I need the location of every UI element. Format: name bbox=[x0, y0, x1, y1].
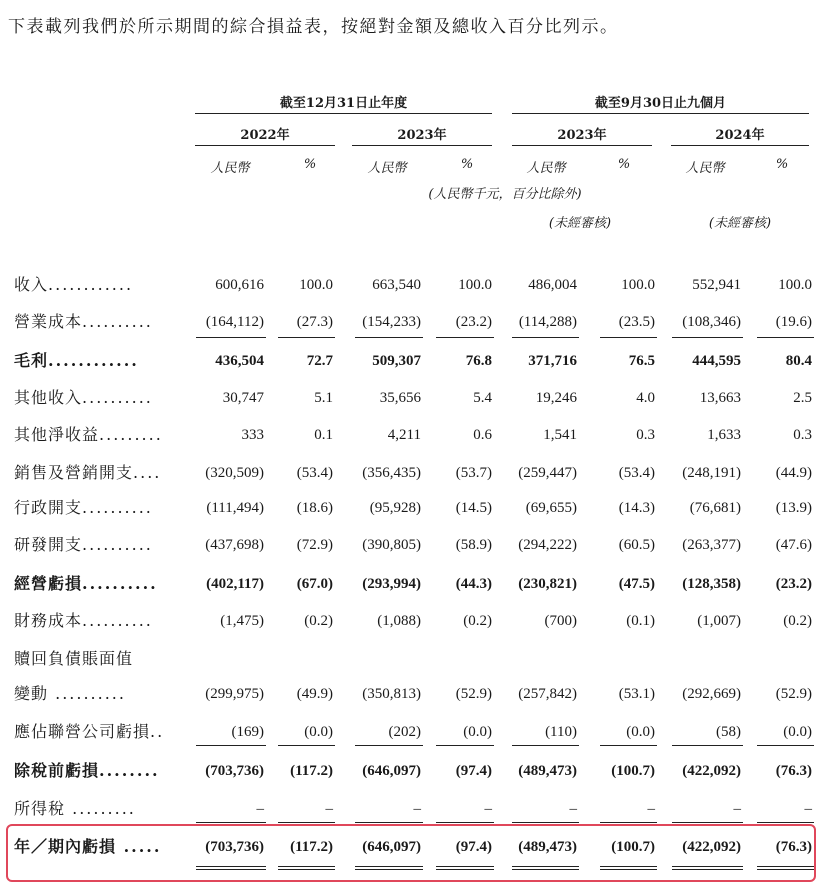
cell-rmb-2023: (1,088) bbox=[377, 613, 421, 629]
intro-text: 下表載列我們於所示期間的綜合損益表，按絕對金額及總收入百分比列示。 bbox=[8, 17, 619, 37]
period-rule-2 bbox=[512, 113, 809, 114]
row-label-leader: ............ bbox=[48, 351, 139, 370]
cell-pct-2023-9m: 0.3 bbox=[636, 427, 655, 443]
cell-pct-2023-9m: (14.3) bbox=[618, 500, 655, 516]
cell-pct-2023: – bbox=[484, 801, 492, 817]
year-header-2023-9m: 2023年 bbox=[557, 128, 607, 143]
underline-pre-tax-6 bbox=[672, 745, 743, 746]
cell-pct-2024-9m: (23.2) bbox=[775, 576, 812, 592]
underline-pre-tax-4 bbox=[512, 745, 579, 746]
cell-rmb-2023-9m: (110) bbox=[545, 724, 577, 740]
cell-rmb-2023-9m: (257,842) bbox=[518, 686, 577, 702]
row-label-leader: .......... bbox=[48, 684, 126, 703]
cell-pct-2024-9m: 80.4 bbox=[785, 353, 812, 369]
row-label bbox=[14, 607, 174, 635]
row-label-text: 營業成本 bbox=[14, 312, 83, 331]
underline-gross-profit-6 bbox=[672, 337, 743, 338]
row-label-text: 應佔聯營公司虧損 bbox=[14, 722, 151, 741]
cell-rmb-2024-9m: (292,669) bbox=[682, 686, 741, 702]
cell-pct-2023-9m: (47.5) bbox=[618, 576, 655, 592]
highlight-box bbox=[6, 824, 816, 882]
row-label-leader: .... bbox=[133, 463, 162, 482]
row-label bbox=[14, 384, 174, 412]
year-header-2022: 2022年 bbox=[240, 128, 290, 143]
cell-rmb-2024-9m: (248,191) bbox=[682, 465, 741, 481]
cell-rmb-2024-9m: (58) bbox=[716, 724, 741, 740]
table-row bbox=[0, 570, 824, 598]
underline-tax-2 bbox=[355, 822, 423, 823]
table-row bbox=[0, 308, 824, 336]
cell-rmb-2023: (356,435) bbox=[362, 465, 421, 481]
underline-pre-tax-2 bbox=[355, 745, 423, 746]
cell-rmb-2022: (402,117) bbox=[206, 576, 264, 592]
row-label-text: 行政開支 bbox=[14, 498, 83, 517]
cell-pct-2024-9m: (0.2) bbox=[783, 613, 812, 629]
table-row bbox=[0, 718, 824, 746]
cell-rmb-2023: (293,994) bbox=[362, 576, 421, 592]
cell-pct-2022: (53.4) bbox=[296, 465, 333, 481]
row-label-text: 其他淨收益 bbox=[14, 425, 100, 444]
table-row bbox=[0, 421, 824, 449]
row-label bbox=[14, 757, 174, 785]
year-rule-2 bbox=[352, 145, 492, 146]
cell-rmb-2023-9m: – bbox=[569, 801, 577, 817]
cell-pct-2023: (97.4) bbox=[455, 839, 492, 855]
cell-pct-2023-9m: (53.1) bbox=[618, 686, 655, 702]
cell-pct-2024-9m: (44.9) bbox=[775, 465, 812, 481]
row-label bbox=[14, 347, 174, 375]
cell-pct-2022: (49.9) bbox=[296, 686, 333, 702]
year-rule-3 bbox=[512, 145, 652, 146]
cell-pct-2022: (0.2) bbox=[304, 613, 333, 629]
underline-pre-tax-1 bbox=[278, 745, 335, 746]
cell-pct-2023: (0.2) bbox=[463, 613, 492, 629]
underline-pre-tax-7 bbox=[757, 745, 814, 746]
cell-pct-2023-9m: 4.0 bbox=[636, 390, 655, 406]
table-row bbox=[0, 680, 824, 708]
unit-rmb: 人民幣 bbox=[210, 161, 250, 176]
cell-rmb-2023: 35,656 bbox=[379, 390, 421, 406]
row-label bbox=[14, 531, 174, 559]
cell-pct-2023: 100.0 bbox=[458, 277, 492, 293]
table-row bbox=[0, 607, 824, 635]
cell-pct-2023-9m: (100.7) bbox=[611, 763, 655, 779]
cell-rmb-2023: (646,097) bbox=[362, 839, 421, 855]
cell-rmb-2023-9m: 19,246 bbox=[535, 390, 577, 406]
cell-pct-2023: 0.6 bbox=[473, 427, 492, 443]
underline-gross-profit-5 bbox=[600, 337, 657, 338]
cell-rmb-2023-9m: (294,222) bbox=[518, 537, 577, 553]
unit-pct: % bbox=[617, 157, 631, 172]
cell-rmb-2022: 436,504 bbox=[215, 353, 264, 369]
cell-pct-2024-9m: (0.0) bbox=[783, 724, 812, 740]
year-header-2023: 2023年 bbox=[397, 128, 447, 143]
row-label-leader: ......... bbox=[99, 425, 163, 444]
period-header-nine-months: 截至9月30日止九個月 bbox=[594, 96, 727, 111]
row-label bbox=[14, 680, 174, 708]
cell-rmb-2022: (1,475) bbox=[220, 613, 264, 629]
cell-rmb-2023-9m: (489,473) bbox=[518, 763, 577, 779]
cell-rmb-2024-9m: (108,346) bbox=[682, 314, 741, 330]
cell-pct-2023: (97.4) bbox=[455, 763, 492, 779]
cell-pct-2023-9m: (0.1) bbox=[626, 613, 655, 629]
cell-pct-2022: 72.7 bbox=[306, 353, 333, 369]
row-label-text: 財務成本 bbox=[14, 611, 83, 630]
cell-pct-2024-9m: (76.3) bbox=[775, 839, 812, 855]
cell-rmb-2022: (169) bbox=[231, 724, 264, 740]
unit-note: (人民幣千元，百分比除外) bbox=[428, 187, 582, 202]
row-label-text: 除稅前虧損 bbox=[14, 761, 100, 780]
cell-rmb-2024-9m: (422,092) bbox=[682, 763, 741, 779]
row-label bbox=[14, 459, 174, 487]
cell-pct-2022: (117.2) bbox=[290, 763, 333, 779]
underline-gross-profit-7 bbox=[757, 337, 814, 338]
underline-pre-tax-0 bbox=[196, 745, 266, 746]
cell-rmb-2023-9m: (114,288) bbox=[518, 314, 577, 330]
row-label bbox=[14, 308, 174, 336]
cell-pct-2023-9m: 76.5 bbox=[628, 353, 655, 369]
row-label-leader: .. bbox=[150, 722, 165, 741]
row-label bbox=[14, 718, 174, 746]
row-label-leader: .......... bbox=[82, 611, 153, 630]
table-row bbox=[0, 459, 824, 487]
cell-rmb-2024-9m: (1,007) bbox=[697, 613, 741, 629]
row-label bbox=[14, 645, 174, 673]
cell-rmb-2023: 509,307 bbox=[372, 353, 421, 369]
row-label bbox=[14, 421, 174, 449]
cell-pct-2023: (58.9) bbox=[455, 537, 492, 553]
cell-rmb-2023-9m: (700) bbox=[544, 613, 577, 629]
row-label bbox=[14, 570, 174, 598]
underline-tax-1 bbox=[278, 822, 335, 823]
row-label-leader: ............ bbox=[48, 275, 134, 294]
cell-pct-2022: (18.6) bbox=[296, 500, 333, 516]
cell-rmb-2023-9m: 1,541 bbox=[543, 427, 577, 443]
underline-tax-6 bbox=[672, 822, 743, 823]
unit-rmb: 人民幣 bbox=[367, 161, 407, 176]
underline-gross-profit-4 bbox=[512, 337, 579, 338]
row-label-text: 研發開支 bbox=[14, 535, 83, 554]
cell-pct-2022: 5.1 bbox=[314, 390, 333, 406]
underline-tax-7 bbox=[757, 822, 814, 823]
unaudited-note-2023: (未經審核) bbox=[548, 216, 612, 231]
underline-pre-tax-5 bbox=[600, 745, 657, 746]
cell-pct-2024-9m: 0.3 bbox=[793, 427, 812, 443]
underline-gross-profit-3 bbox=[436, 337, 494, 338]
row-label-text: 毛利 bbox=[14, 351, 49, 370]
cell-rmb-2023: (202) bbox=[388, 724, 421, 740]
cell-rmb-2023: 4,211 bbox=[387, 427, 421, 443]
cell-rmb-2022: 600,616 bbox=[215, 277, 264, 293]
cell-rmb-2022: (299,975) bbox=[205, 686, 264, 702]
cell-pct-2024-9m: – bbox=[804, 801, 812, 817]
cell-pct-2023: 76.8 bbox=[465, 353, 492, 369]
unaudited-note-2024: (未經審核) bbox=[708, 216, 772, 231]
cell-pct-2022: (67.0) bbox=[296, 576, 333, 592]
cell-pct-2024-9m: (19.6) bbox=[775, 314, 812, 330]
cell-pct-2022: (0.0) bbox=[304, 724, 333, 740]
cell-rmb-2023-9m: (230,821) bbox=[518, 576, 577, 592]
unit-rmb: 人民幣 bbox=[685, 161, 725, 176]
year-rule-4 bbox=[671, 145, 809, 146]
row-label-leader: ......... bbox=[65, 799, 136, 818]
cell-rmb-2022: 30,747 bbox=[222, 390, 264, 406]
cell-pct-2023-9m: 100.0 bbox=[621, 277, 655, 293]
cell-rmb-2024-9m: 1,633 bbox=[707, 427, 741, 443]
cell-rmb-2024-9m: (128,358) bbox=[682, 576, 741, 592]
underline-tax-4 bbox=[512, 822, 579, 823]
row-label-leader: .......... bbox=[82, 498, 153, 517]
row-label bbox=[14, 795, 174, 823]
year-header-2024-9m: 2024年 bbox=[715, 128, 765, 143]
cell-rmb-2024-9m: 444,595 bbox=[692, 353, 741, 369]
cell-rmb-2024-9m: (76,681) bbox=[689, 500, 741, 516]
underline-gross-profit-2 bbox=[355, 337, 423, 338]
cell-pct-2022: (117.2) bbox=[290, 839, 333, 855]
cell-rmb-2023-9m: 486,004 bbox=[528, 277, 577, 293]
cell-pct-2023: (44.3) bbox=[455, 576, 492, 592]
underline-tax-5 bbox=[600, 822, 657, 823]
underline-tax-3 bbox=[436, 822, 494, 823]
cell-rmb-2023: (646,097) bbox=[362, 763, 421, 779]
unit-pct: % bbox=[775, 157, 789, 172]
cell-pct-2023-9m: – bbox=[647, 801, 655, 817]
table-row bbox=[0, 795, 824, 823]
table-row bbox=[0, 271, 824, 299]
underline-gross-profit-1 bbox=[278, 337, 335, 338]
underline-pre-tax-3 bbox=[436, 745, 494, 746]
period-header-year-ended: 截至12月31日止年度 bbox=[279, 96, 408, 111]
cell-rmb-2023: (154,233) bbox=[362, 314, 421, 330]
row-label-text: 所得稅 bbox=[14, 799, 66, 818]
cell-pct-2022: (72.9) bbox=[296, 537, 333, 553]
cell-pct-2022: – bbox=[325, 801, 333, 817]
row-label-text: 變動 bbox=[14, 684, 49, 703]
cell-rmb-2024-9m: 13,663 bbox=[699, 390, 741, 406]
row-label bbox=[14, 271, 174, 299]
row-label-leader: ........ bbox=[99, 761, 160, 780]
cell-rmb-2022: (164,112) bbox=[205, 314, 264, 330]
cell-rmb-2023-9m: (489,473) bbox=[518, 839, 577, 855]
cell-pct-2023: (0.0) bbox=[463, 724, 492, 740]
table-row bbox=[0, 494, 824, 522]
row-label-leader: .......... bbox=[82, 535, 153, 554]
row-label-text: 贖回負債賬面值 bbox=[14, 649, 134, 668]
cell-pct-2024-9m: (52.9) bbox=[775, 686, 812, 702]
cell-rmb-2023: (390,805) bbox=[362, 537, 421, 553]
cell-pct-2023-9m: (23.5) bbox=[618, 314, 655, 330]
year-rule-1 bbox=[195, 145, 335, 146]
cell-pct-2024-9m: 2.5 bbox=[793, 390, 812, 406]
table-row bbox=[0, 757, 824, 785]
cell-rmb-2022: (320,509) bbox=[205, 465, 264, 481]
cell-rmb-2023-9m: (259,447) bbox=[518, 465, 577, 481]
cell-pct-2022: (27.3) bbox=[296, 314, 333, 330]
table-row bbox=[0, 645, 824, 673]
row-label-leader: .......... bbox=[82, 388, 153, 407]
unit-pct: % bbox=[303, 157, 317, 172]
cell-pct-2023-9m: (60.5) bbox=[618, 537, 655, 553]
cell-pct-2023: (23.2) bbox=[455, 314, 492, 330]
cell-pct-2023: (53.7) bbox=[455, 465, 492, 481]
cell-rmb-2024-9m: (422,092) bbox=[682, 839, 741, 855]
row-label-leader: .......... bbox=[82, 574, 158, 593]
underline-tax-0 bbox=[196, 822, 266, 823]
cell-rmb-2023: (350,813) bbox=[362, 686, 421, 702]
table-row bbox=[0, 531, 824, 559]
cell-rmb-2023-9m: (69,655) bbox=[525, 500, 577, 516]
cell-pct-2023-9m: (0.0) bbox=[626, 724, 655, 740]
cell-rmb-2023: (95,928) bbox=[369, 500, 421, 516]
row-label-text: 收入 bbox=[14, 275, 49, 294]
cell-pct-2023-9m: (100.7) bbox=[611, 839, 655, 855]
cell-pct-2022: 0.1 bbox=[314, 427, 333, 443]
cell-rmb-2024-9m: 552,941 bbox=[692, 277, 741, 293]
cell-rmb-2022: (437,698) bbox=[205, 537, 264, 553]
cell-pct-2023: (52.9) bbox=[455, 686, 492, 702]
row-label-text: 其他收入 bbox=[14, 388, 83, 407]
unit-pct: % bbox=[460, 157, 474, 172]
cell-pct-2023-9m: (53.4) bbox=[618, 465, 655, 481]
period-rule-1 bbox=[195, 113, 492, 114]
cell-pct-2024-9m: 100.0 bbox=[778, 277, 812, 293]
cell-pct-2024-9m: (13.9) bbox=[775, 500, 812, 516]
cell-pct-2022: 100.0 bbox=[299, 277, 333, 293]
cell-rmb-2023-9m: 371,716 bbox=[528, 353, 577, 369]
cell-pct-2023: (14.5) bbox=[455, 500, 492, 516]
cell-rmb-2024-9m: (263,377) bbox=[682, 537, 741, 553]
row-label-text: 銷售及營銷開支 bbox=[14, 463, 134, 482]
row-label-text: 年／期內虧損 bbox=[14, 837, 117, 856]
cell-pct-2023: 5.4 bbox=[473, 390, 492, 406]
cell-rmb-2022: (703,736) bbox=[205, 763, 264, 779]
row-label-leader: ..... bbox=[116, 837, 162, 856]
row-label-text: 經營虧損 bbox=[14, 574, 83, 593]
table-row bbox=[0, 347, 824, 375]
table-row bbox=[0, 384, 824, 412]
row-label bbox=[14, 494, 174, 522]
underline-gross-profit-0 bbox=[196, 337, 266, 338]
cell-pct-2024-9m: (47.6) bbox=[775, 537, 812, 553]
row-label-leader: .......... bbox=[82, 312, 153, 331]
cell-pct-2024-9m: (76.3) bbox=[775, 763, 812, 779]
cell-rmb-2022: 333 bbox=[241, 427, 264, 443]
cell-rmb-2023: – bbox=[413, 801, 421, 817]
cell-rmb-2022: (703,736) bbox=[205, 839, 264, 855]
unit-rmb: 人民幣 bbox=[526, 161, 566, 176]
cell-rmb-2023: 663,540 bbox=[372, 277, 421, 293]
cell-rmb-2022: (111,494) bbox=[206, 500, 264, 516]
cell-rmb-2024-9m: – bbox=[733, 801, 741, 817]
cell-rmb-2022: – bbox=[256, 801, 264, 817]
